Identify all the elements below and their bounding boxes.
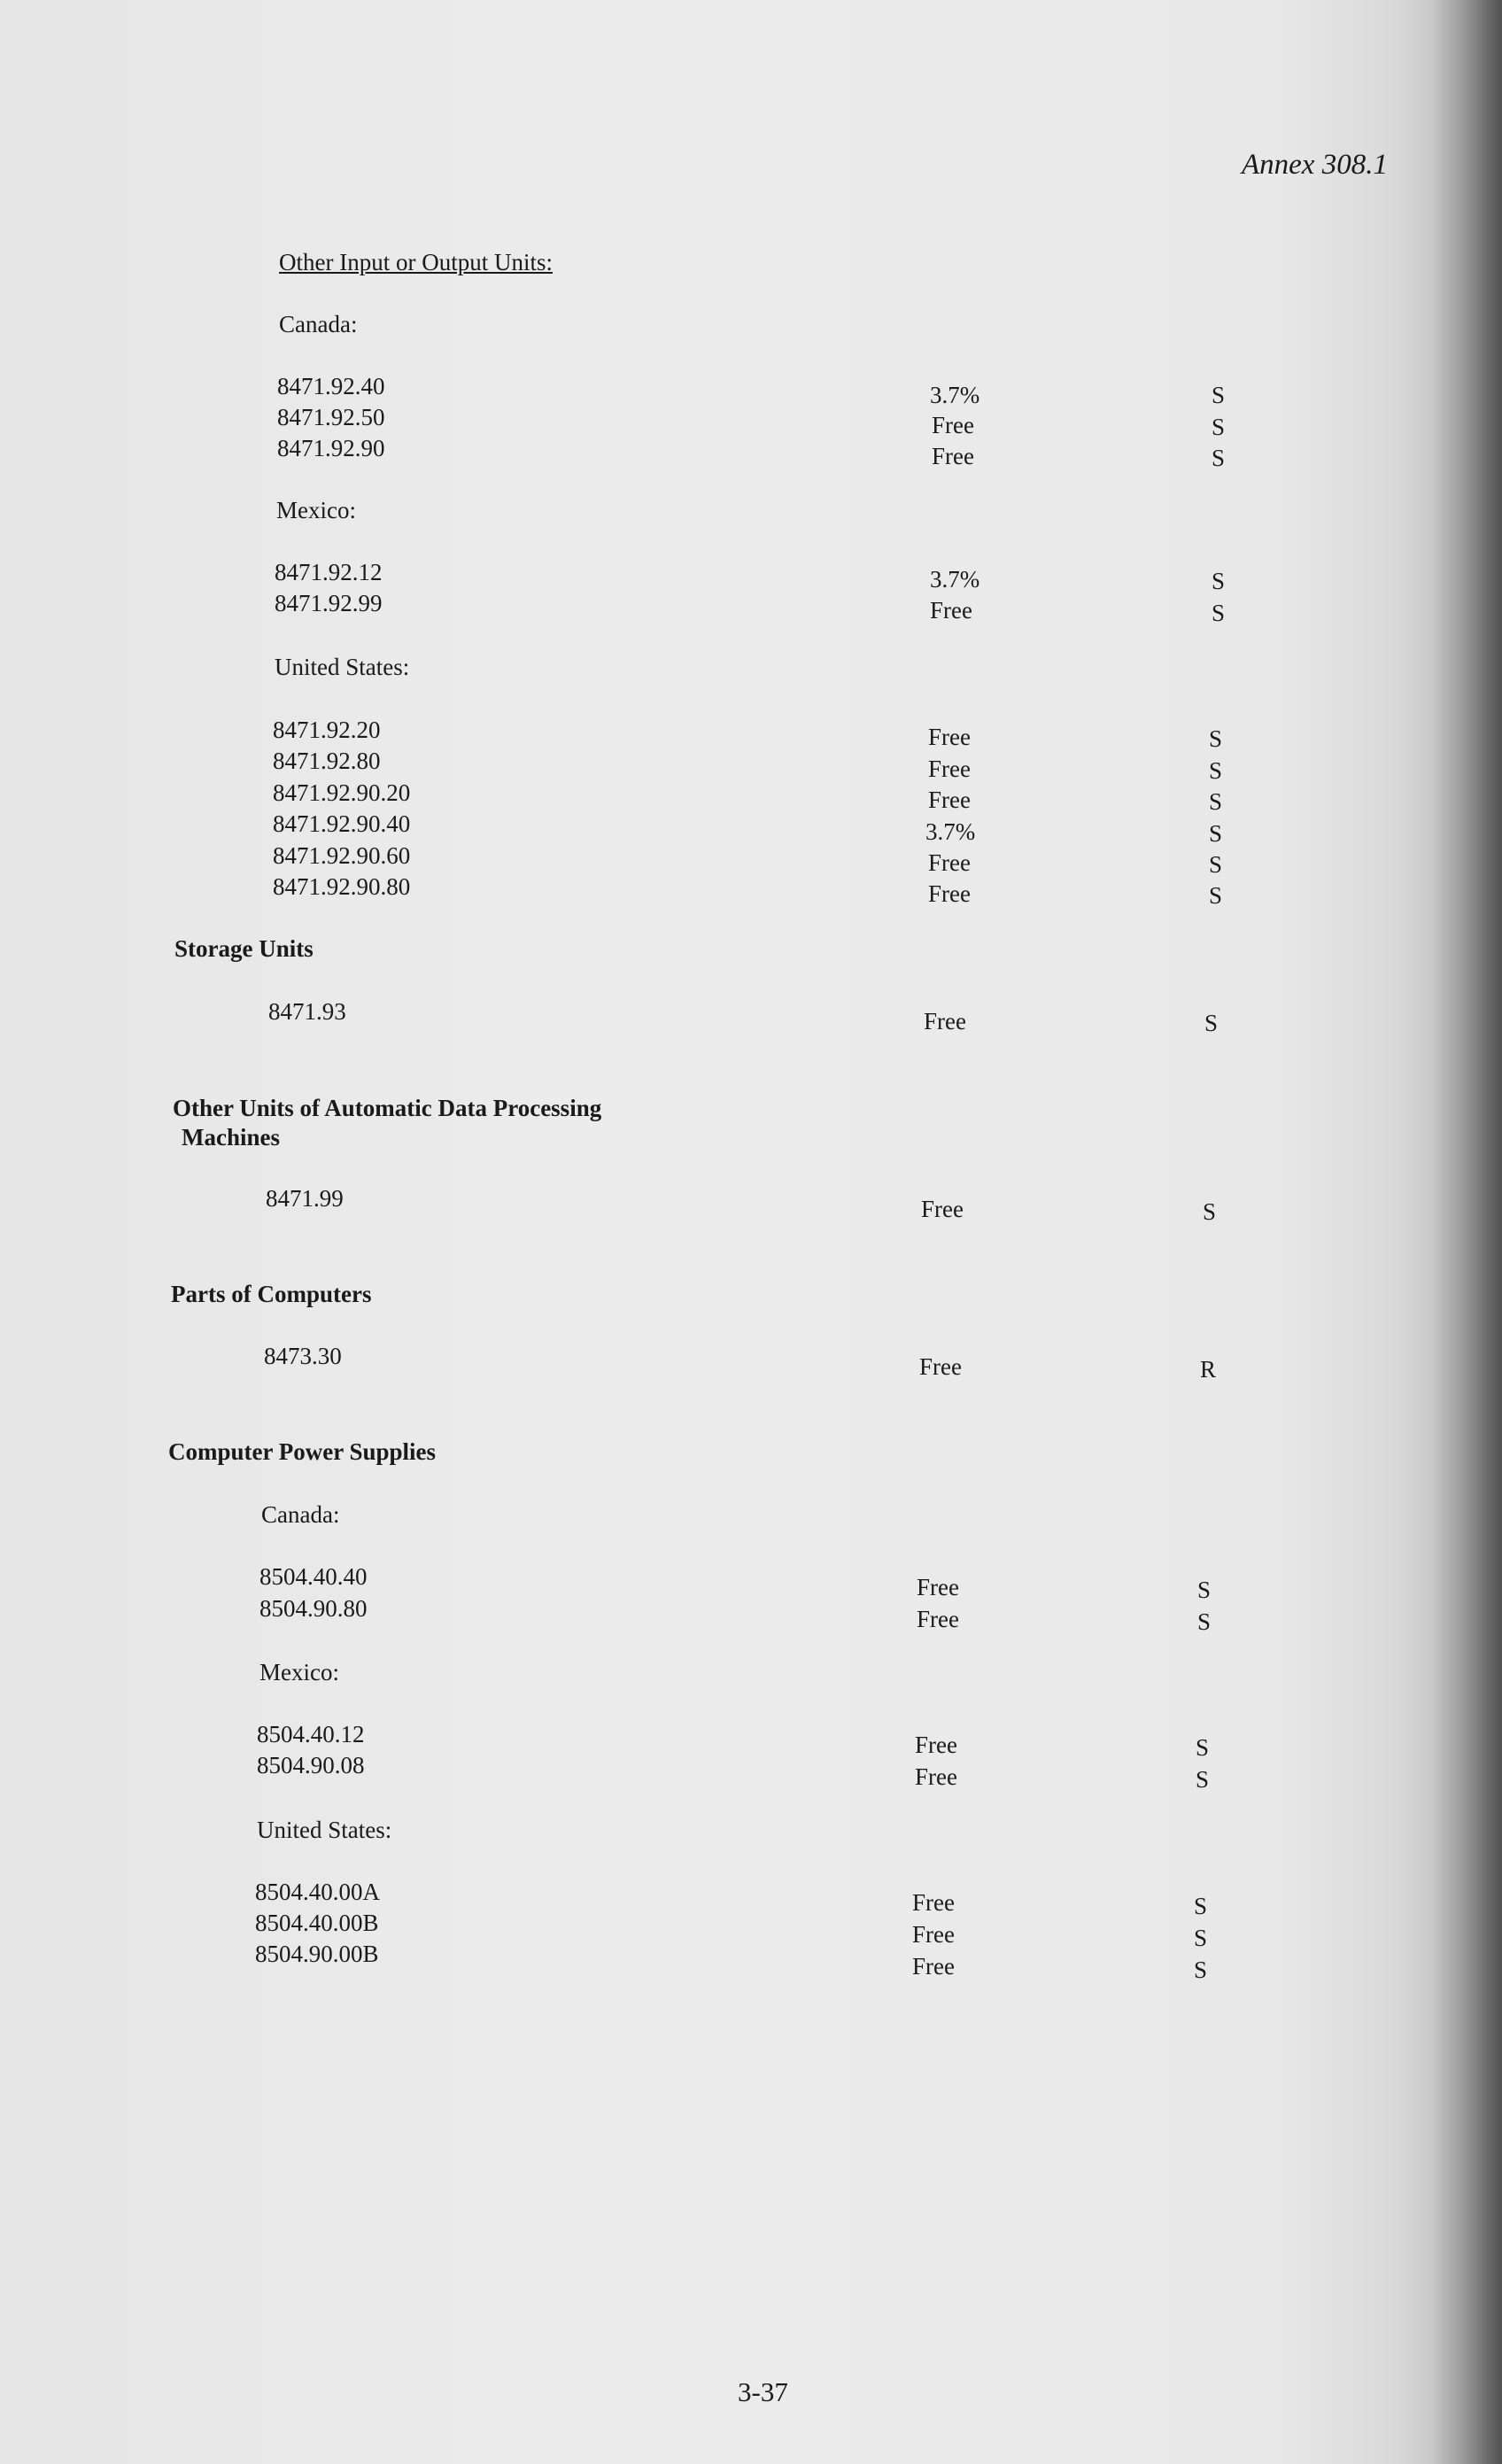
- tariff-code: 8471.99: [266, 1185, 344, 1212]
- staging-category: S: [1196, 1766, 1210, 1793]
- staging-category: S: [1204, 1010, 1219, 1036]
- tariff-rate: Free: [915, 1763, 957, 1790]
- staging-category: S: [1209, 882, 1223, 909]
- staging-category: S: [1194, 1893, 1208, 1919]
- tariff-rate: Free: [928, 880, 971, 907]
- tariff-code: 8471.93: [268, 998, 346, 1025]
- staging-category: S: [1212, 382, 1226, 408]
- country-label-mexico: Mexico:: [259, 1659, 339, 1685]
- tariff-rate: Free: [921, 1196, 964, 1222]
- staging-category: R: [1200, 1356, 1217, 1383]
- tariff-code: 8471.92.90.60: [273, 842, 411, 869]
- tariff-rate: Free: [932, 443, 974, 469]
- tariff-rate: Free: [915, 1732, 957, 1758]
- section-heading-other-adp-line1: Other Units of Automatic Data Processing: [173, 1095, 602, 1121]
- tariff-code: 8471.92.90: [277, 435, 385, 461]
- tariff-code: 8504.40.00A: [255, 1879, 380, 1905]
- tariff-code: 8471.92.50: [277, 404, 385, 430]
- tariff-code: 8504.90.00B: [255, 1941, 379, 1967]
- tariff-rate: Free: [928, 849, 971, 876]
- tariff-rate: 3.7%: [925, 818, 976, 845]
- staging-category: S: [1209, 757, 1223, 784]
- tariff-code: 8471.92.90.40: [273, 810, 411, 837]
- country-label-united-states: United States:: [275, 654, 410, 680]
- tariff-code: 8471.92.12: [275, 559, 383, 585]
- tariff-code: 8504.40.40: [259, 1563, 368, 1590]
- staging-category: S: [1194, 1925, 1208, 1951]
- tariff-code: 8504.90.08: [257, 1752, 365, 1778]
- staging-category: S: [1212, 445, 1226, 471]
- section-heading-parts: Parts of Computers: [171, 1281, 372, 1307]
- tariff-rate: Free: [917, 1606, 959, 1632]
- tariff-rate: Free: [912, 1921, 955, 1948]
- section-heading-storage: Storage Units: [174, 935, 314, 962]
- tariff-rate: Free: [928, 724, 971, 750]
- tariff-code: 8471.92.99: [275, 590, 383, 616]
- country-label-canada: Canada:: [279, 311, 358, 337]
- tariff-code: 8471.92.90.80: [273, 873, 411, 900]
- tariff-code: 8471.92.40: [277, 373, 385, 399]
- staging-category: S: [1194, 1956, 1208, 1983]
- staging-category: S: [1203, 1198, 1217, 1225]
- tariff-code: 8471.92.90.20: [273, 779, 411, 806]
- page-number: 3-37: [738, 2376, 788, 2407]
- tariff-code: 8471.92.20: [273, 717, 381, 743]
- staging-category: S: [1212, 600, 1226, 626]
- tariff-rate: Free: [919, 1353, 962, 1380]
- tariff-rate: 3.7%: [930, 382, 980, 408]
- tariff-rate: Free: [912, 1953, 955, 1980]
- staging-category: S: [1196, 1734, 1210, 1761]
- country-label-united-states: United States:: [257, 1817, 392, 1843]
- country-label-canada: Canada:: [261, 1501, 340, 1528]
- staging-category: S: [1212, 568, 1226, 594]
- tariff-rate: Free: [924, 1008, 966, 1034]
- tariff-code: 8504.90.80: [259, 1595, 368, 1622]
- tariff-code: 8471.92.80: [273, 748, 381, 774]
- tariff-code: 8473.30: [264, 1343, 342, 1369]
- annex-header: Annex 308.1: [1242, 149, 1388, 181]
- section-heading-other-adp-line2: Machines: [182, 1124, 280, 1151]
- tariff-rate: 3.7%: [930, 566, 980, 593]
- section-heading-power-supplies: Computer Power Supplies: [168, 1438, 437, 1465]
- tariff-rate: Free: [930, 597, 972, 624]
- tariff-rate: Free: [932, 412, 974, 438]
- tariff-rate: Free: [912, 1889, 955, 1916]
- section-heading-other-io: Other Input or Output Units:: [279, 249, 553, 275]
- staging-category: S: [1212, 414, 1226, 440]
- staging-category: S: [1209, 851, 1223, 878]
- staging-category: S: [1197, 1608, 1212, 1635]
- tariff-code: 8504.40.12: [257, 1721, 365, 1747]
- tariff-code: 8504.40.00B: [255, 1910, 379, 1936]
- staging-category: S: [1209, 788, 1223, 815]
- staging-category: S: [1197, 1577, 1212, 1603]
- staging-category: S: [1209, 820, 1223, 847]
- binding-shadow: [1431, 0, 1502, 2464]
- country-label-mexico: Mexico:: [276, 497, 356, 523]
- tariff-rate: Free: [928, 786, 971, 813]
- tariff-rate: Free: [928, 755, 971, 782]
- staging-category: S: [1209, 725, 1223, 752]
- tariff-rate: Free: [917, 1574, 959, 1600]
